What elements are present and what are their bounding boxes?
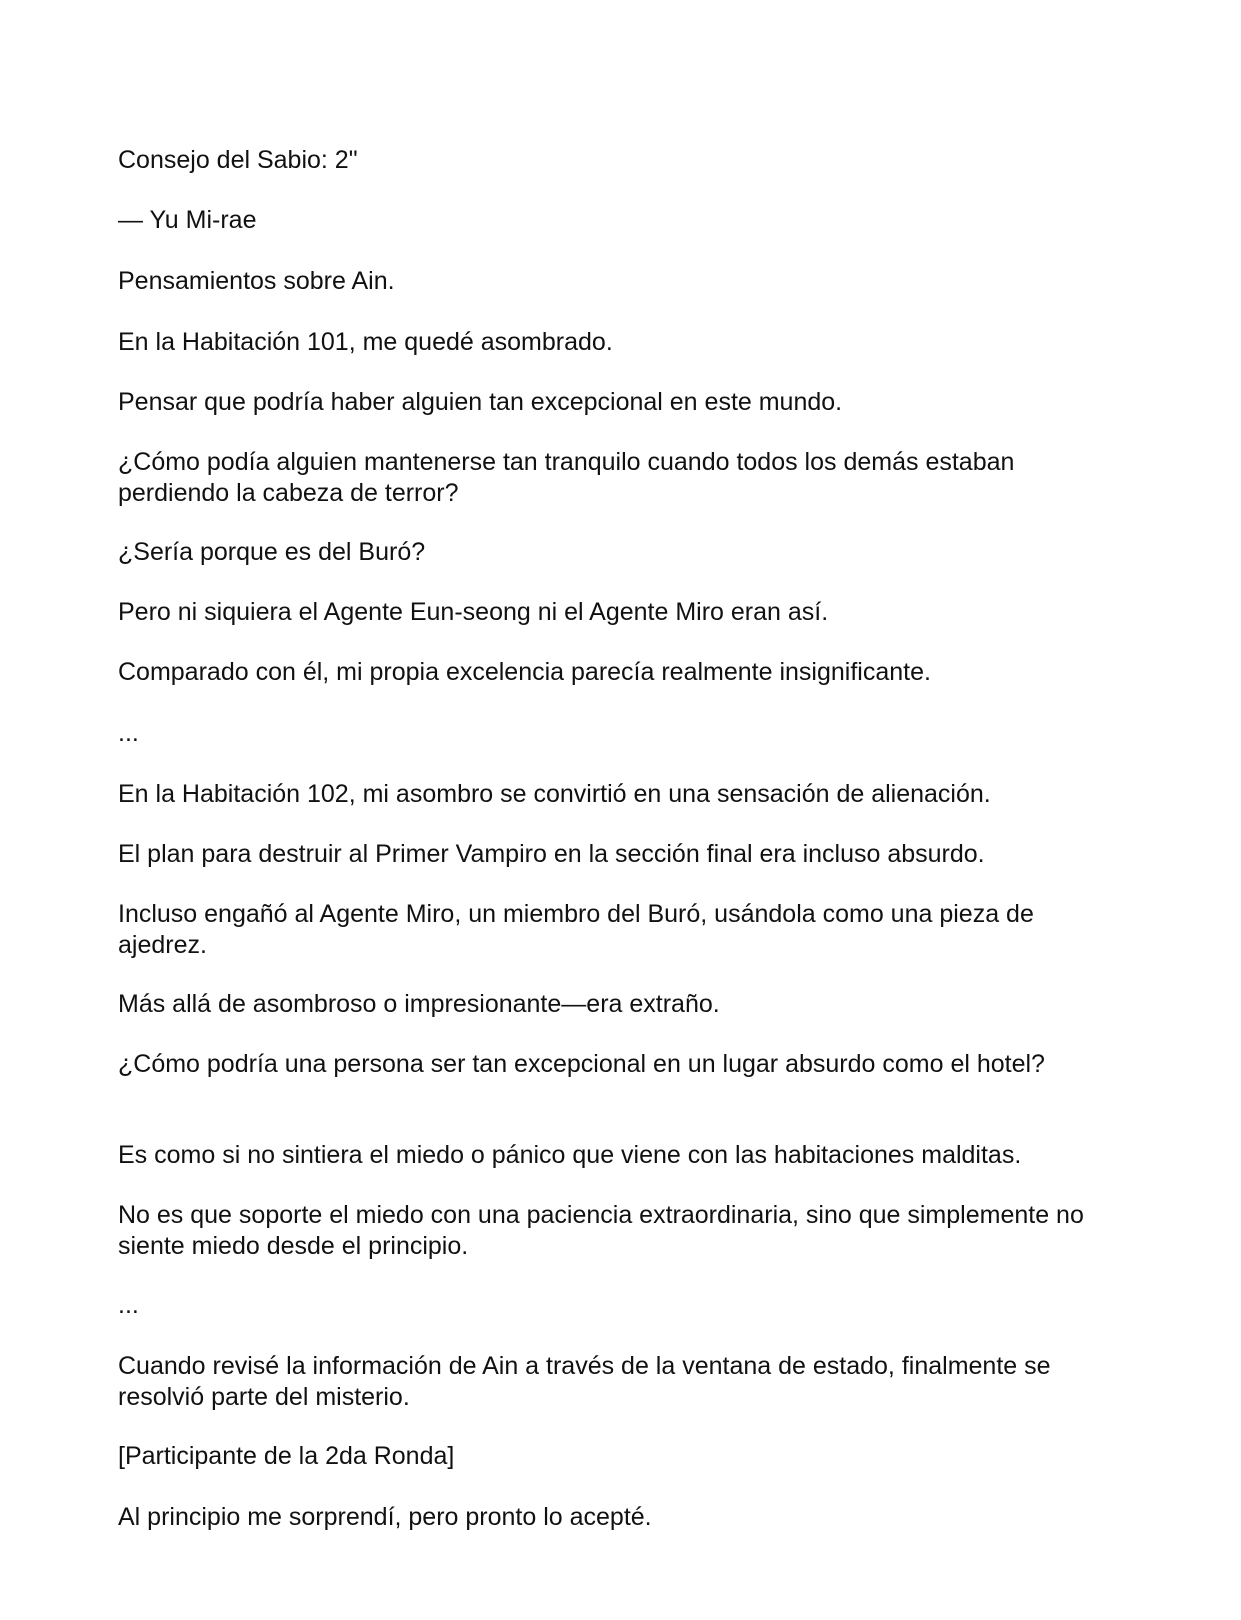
- paragraph: Es como si no sintiera el miedo o pánico que viene con las habitaciones malditas.: [118, 1141, 1022, 1169]
- paragraph-author: — Yu Mi-rae: [118, 206, 257, 234]
- paragraph: Pensar que podría haber alguien tan excepcional en este mundo.: [118, 388, 843, 416]
- paragraph: En la Habitación 102, mi asombro se convirtió en una sensación de alienación.: [118, 780, 991, 808]
- paragraph: ¿Sería porque es del Buró?: [118, 538, 426, 566]
- paragraph: ¿Cómo podía alguien mantenerse tan tranquilo cuando todos los demás estaban perdiendo la cabeza de terror?: [118, 448, 1015, 507]
- paragraph: Incluso engañó al Agente Miro, un miembro del Buró, usándola como una pieza de ajedrez.: [118, 900, 1034, 959]
- paragraph: Pero ni siquiera el Agente Eun-seong ni el Agente Miro eran así.: [118, 598, 829, 626]
- paragraph: Cuando revisé la información de Ain a través de la ventana de estado, finalmente se resolvió parte del misterio.: [118, 1352, 1051, 1411]
- paragraph: ¿Cómo podría una persona ser tan excepcional en un lugar absurdo como el hotel?: [118, 1050, 1045, 1078]
- paragraph: En la Habitación 101, me quedé asombrado.: [118, 328, 613, 356]
- paragraph: Comparado con él, mi propia excelencia parecía realmente insignificante.: [118, 658, 931, 686]
- paragraph-ellipsis: ...: [118, 1291, 139, 1319]
- paragraph: Más allá de asombroso o impresionante—era extraño.: [118, 990, 720, 1018]
- paragraph: El plan para destruir al Primer Vampiro en la sección final era incluso absurdo.: [118, 840, 985, 868]
- paragraph-title: Consejo del Sabio: 2": [118, 146, 358, 174]
- paragraph: Al principio me sorprendí, pero pronto lo acepté.: [118, 1503, 652, 1531]
- paragraph-ellipsis: ...: [118, 719, 139, 747]
- paragraph: No es que soporte el miedo con una paciencia extraordinaria, sino que simplemente no siente miedo desde el principio.: [118, 1201, 1084, 1260]
- paragraph: [Participante de la 2da Ronda]: [118, 1442, 455, 1470]
- paragraph: Pensamientos sobre Ain.: [118, 267, 395, 295]
